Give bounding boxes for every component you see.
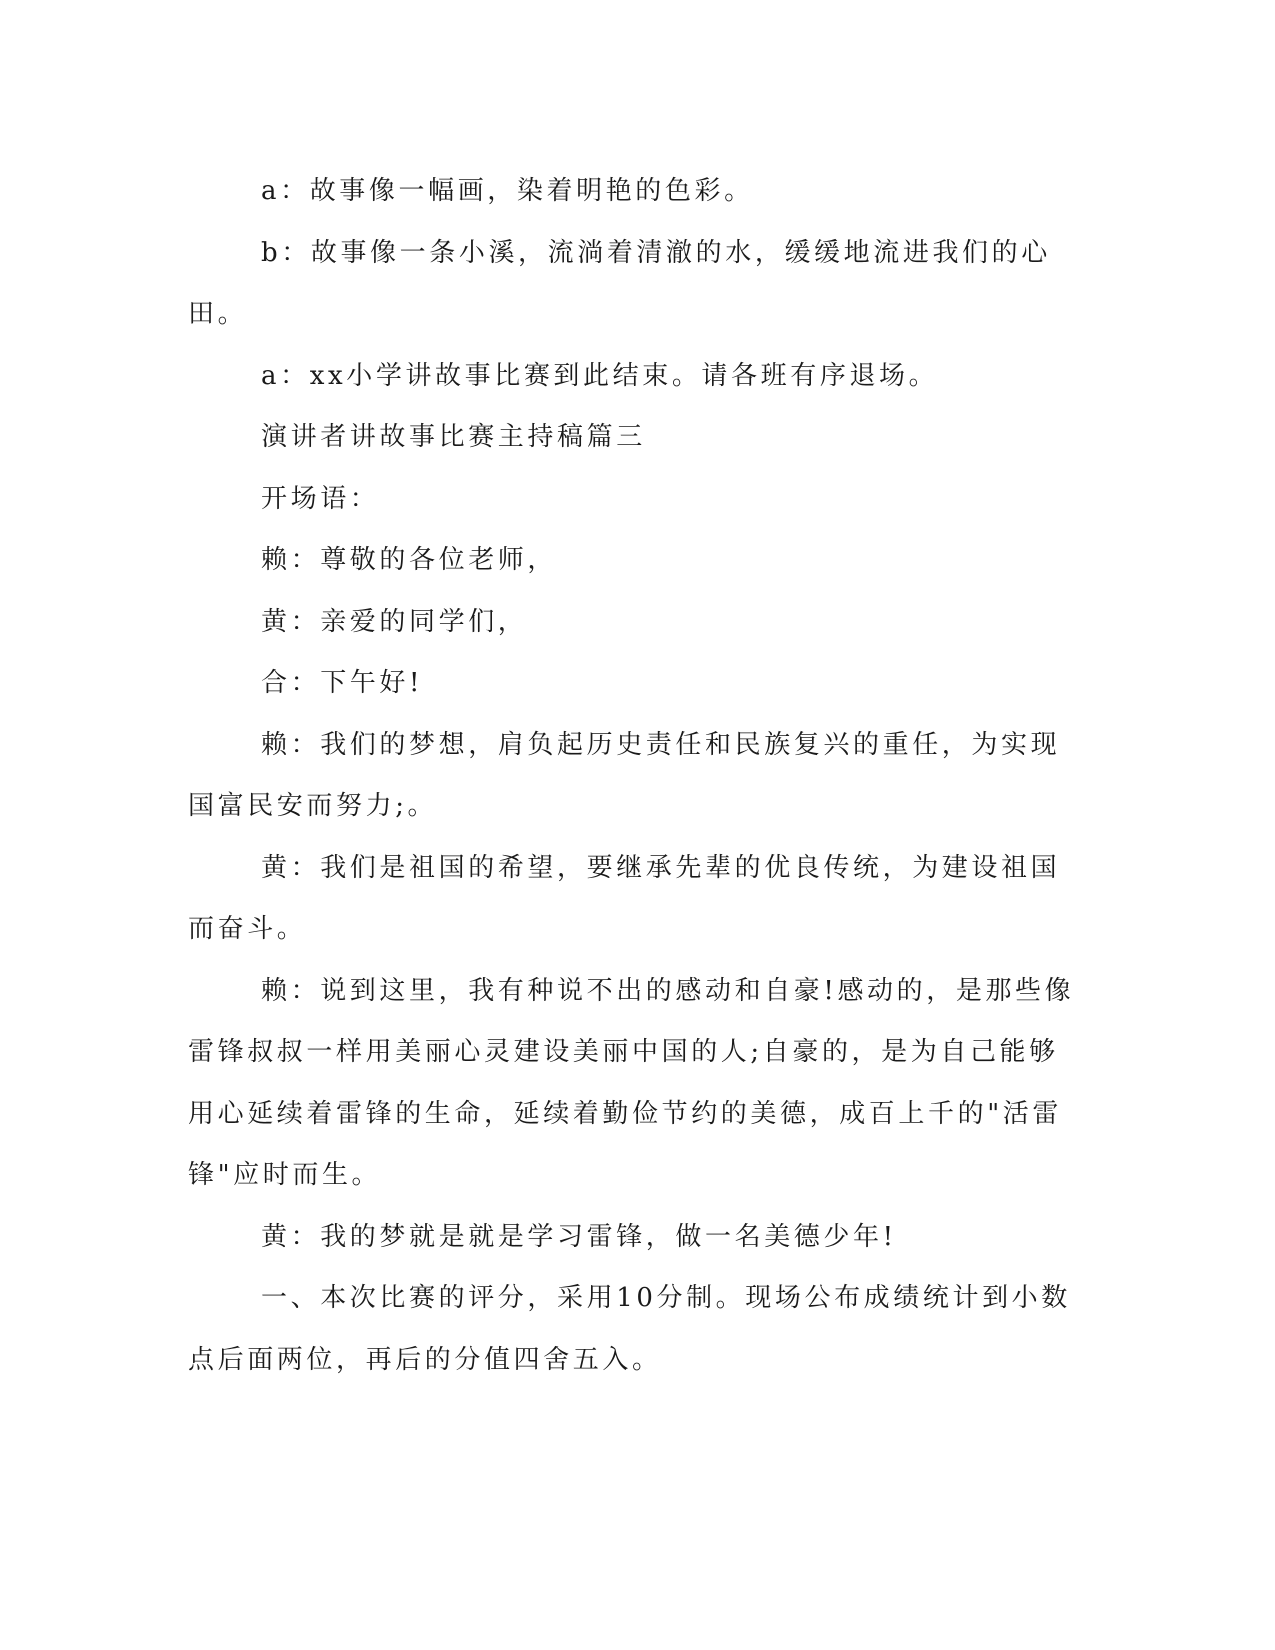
paragraph: 黄：我的梦就是就是学习雷锋，做一名美德少年! [261,1221,897,1252]
paragraph: 黄：亲爱的同学们， [261,606,528,637]
paragraph: 开场语： [261,483,380,514]
paragraph: 赖：尊敬的各位老师， [261,545,558,575]
paragraph: a：xx小学讲故事比赛到此结束。请各班有序退场。 [261,360,939,391]
paragraph: b：故事像一条小溪，流淌着清澈的水，缓缓地流进我们的心田。 [188,237,1051,329]
paragraph: 一、本次比赛的评分，采用10分制。现场公布成绩统计到小数点后面两位，再后的分值四舍五入。 [188,1283,1071,1375]
paragraph: a：故事像一幅画，染着明艳的色彩。 [261,176,754,206]
paragraph: 赖：我们的梦想，肩负起历史责任和民族复兴的重任，为实现国富民安而努力;。 [188,729,1061,821]
paragraph: 合：下午好! [261,668,424,698]
paragraph: 黄：我们是祖国的希望，要继承先辈的优良传统，为建设祖国而奋斗。 [188,852,1061,944]
document-body [188,161,1083,1391]
paragraph: 赖：说到这里，我有种说不出的感动和自豪!感动的，是那些像雷锋叔叔一样用美丽心灵建设美丽中国的人;自豪的，是为自己能够用心延续着雷锋的生命，延续着勤俭节约的美德，成百上千的"活雷锋"应时而生。 [188,975,1075,1190]
section-heading: 演讲者讲故事比赛主持稿篇三 [261,422,646,452]
